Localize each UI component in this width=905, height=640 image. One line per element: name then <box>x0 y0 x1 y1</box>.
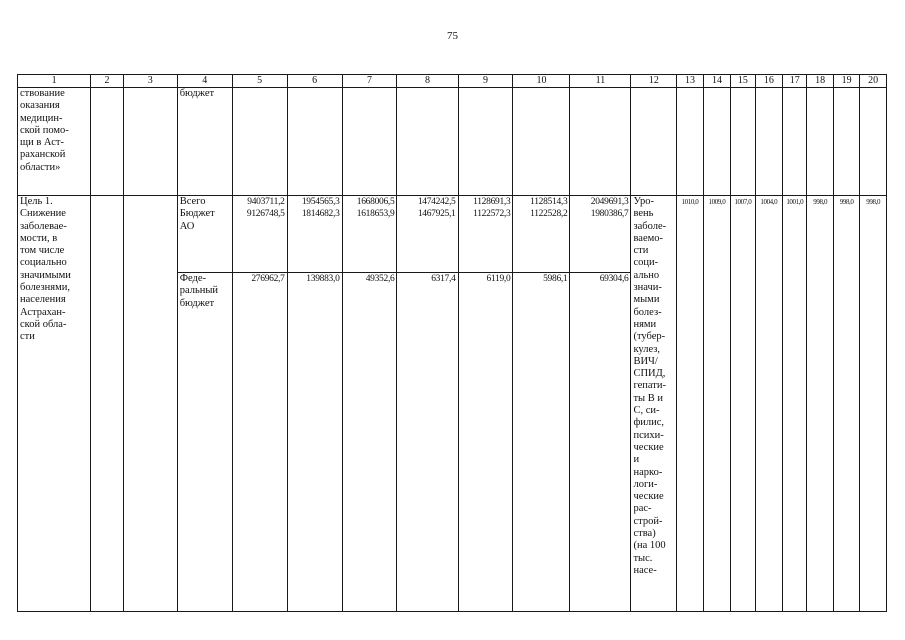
header-cell: 10 <box>513 75 570 88</box>
text-line: С, си- <box>633 405 660 417</box>
ao-value: 9126748,5 <box>246 209 285 220</box>
federal-value: 49352,6 <box>342 273 397 612</box>
target-value-cell: 1001,0 <box>783 196 807 612</box>
row-description-cell <box>18 88 91 196</box>
target-value-cell: 998,0 <box>860 196 887 612</box>
text-line: (тубер- <box>633 331 666 343</box>
text-line: области» <box>20 161 61 173</box>
amount-cell <box>570 196 631 273</box>
text-line: медицин- <box>20 112 63 124</box>
target-value-cell: 1010,0 <box>677 196 703 612</box>
text-line: ской обла- <box>20 318 67 330</box>
text-line: ческие <box>633 491 664 503</box>
empty-cell <box>513 88 570 196</box>
text-line: психи- <box>633 429 664 441</box>
amount-cell <box>397 196 458 273</box>
funding-source-cell <box>177 196 232 273</box>
header-cell: 4 <box>177 75 232 88</box>
text-line: раханской <box>20 149 66 161</box>
text-line: оказания <box>20 100 60 112</box>
text-line: мыми <box>633 294 660 306</box>
text-line: нями <box>633 318 657 330</box>
amount-cell <box>287 196 342 273</box>
amount-cell <box>458 196 513 273</box>
target-value-cell: 1007,0 <box>731 196 755 612</box>
text-line: и <box>633 454 640 466</box>
text-line: ВИЧ/ <box>633 355 658 367</box>
text-line: заболевае- <box>20 220 67 232</box>
text-line: Астрахан- <box>20 306 66 318</box>
text-line: ально <box>633 269 660 281</box>
text-line: значимыми <box>20 269 71 281</box>
ao-value: 1122572,3 <box>473 209 511 220</box>
text-line: заболе- <box>633 220 667 232</box>
text-line: кулез, <box>633 343 661 355</box>
page-number: 75 <box>447 30 458 42</box>
text-line: Уро- <box>633 196 654 207</box>
ao-value: 1814682,3 <box>301 209 340 220</box>
header-cell: 6 <box>287 75 342 88</box>
empty-cell <box>755 88 782 196</box>
text-line: болез- <box>633 306 662 318</box>
text-line: соци- <box>633 257 659 269</box>
header-cell: 3 <box>123 75 177 88</box>
funding-source-cell: бюджет <box>177 88 232 196</box>
funding-source-cell <box>177 273 232 612</box>
text-line: филис, <box>633 417 665 429</box>
target-value-cell: 1004,0 <box>755 196 782 612</box>
text-line: Цель 1. <box>20 196 53 207</box>
empty-cell <box>833 88 859 196</box>
header-row <box>18 75 887 88</box>
total-value: 1668006,5 <box>356 197 395 207</box>
empty-cell <box>570 88 631 196</box>
text-line: СПИД, <box>633 368 666 380</box>
text-line: ской помо- <box>20 124 69 136</box>
total-value: 9403711,2 <box>247 197 285 207</box>
federal-value: 276962,7 <box>232 273 287 612</box>
empty-cell <box>703 88 730 196</box>
target-value-cell: 998,0 <box>807 196 833 612</box>
text-line: гепати- <box>633 380 667 392</box>
target-value-cell: 998,0 <box>833 196 859 612</box>
text-line: Бюджет <box>179 208 215 220</box>
amount-cell <box>342 196 397 273</box>
header-cell: 5 <box>232 75 287 88</box>
text-line: значи- <box>633 282 662 294</box>
text-line: социально <box>20 257 67 269</box>
program-table <box>17 74 887 612</box>
goal-description-cell <box>18 196 91 612</box>
empty-cell <box>342 88 397 196</box>
header-cell: 7 <box>342 75 397 88</box>
text-line: ствование <box>20 88 65 99</box>
ao-value: 1467925,1 <box>417 209 456 220</box>
empty-cell <box>232 88 287 196</box>
text-line: строй- <box>633 515 663 527</box>
text-line: бюджет <box>179 297 215 309</box>
empty-cell <box>458 88 513 196</box>
federal-value: 69304,6 <box>570 273 631 612</box>
empty-cell <box>860 88 887 196</box>
total-value: 1128691,3 <box>473 197 511 207</box>
total-value: 1954565,3 <box>301 197 340 207</box>
target-value-cell: 1009,0 <box>703 196 730 612</box>
federal-value: 5986,1 <box>513 273 570 612</box>
total-label: Всего <box>179 196 206 207</box>
header-cell: 13 <box>677 75 703 88</box>
empty-cell <box>287 88 342 196</box>
empty-cell <box>731 88 755 196</box>
header-cell: 9 <box>458 75 513 88</box>
text-line: насе- <box>633 564 657 576</box>
text-line: логи- <box>633 478 658 490</box>
total-value: 1474242,5 <box>417 197 456 207</box>
text-line: тыс. <box>633 552 653 564</box>
text-line: ческие <box>633 441 664 453</box>
text-line: щи в Аст- <box>20 137 64 149</box>
text-line: сти <box>633 245 649 257</box>
federal-value: 139883,0 <box>287 273 342 612</box>
header-cell: 14 <box>703 75 730 88</box>
empty-cell <box>807 88 833 196</box>
header-cell: 11 <box>570 75 631 88</box>
text-line: сти <box>20 331 35 343</box>
text-line: ства) <box>633 528 656 540</box>
ao-value: 1618653,9 <box>356 209 395 220</box>
empty-cell <box>397 88 458 196</box>
amount-cell <box>513 196 570 273</box>
header-cell: 18 <box>807 75 833 88</box>
federal-value: 6119,0 <box>458 273 513 612</box>
empty-cell <box>123 88 177 196</box>
text-line: населения <box>20 294 66 306</box>
ao-value: 1122528,2 <box>530 209 568 220</box>
header-cell: 17 <box>783 75 807 88</box>
text-line: АО <box>179 220 195 232</box>
federal-value: 6317,4 <box>397 273 458 612</box>
header-cell: 12 <box>631 75 677 88</box>
text-line: Снижение <box>20 208 66 220</box>
text-line: нарко- <box>633 466 663 478</box>
text-line: ваемо- <box>633 232 663 244</box>
table-row <box>18 196 887 273</box>
header-cell: 8 <box>397 75 458 88</box>
text-line: ральный <box>179 285 219 297</box>
indicator-cell <box>631 196 677 612</box>
text-line: Феде- <box>179 273 207 284</box>
header-cell: 1 <box>18 75 91 88</box>
total-value: 1128514,3 <box>530 197 568 207</box>
amount-cell <box>232 196 287 273</box>
text-line: ты В и <box>633 392 663 404</box>
empty-cell <box>91 196 124 612</box>
empty-cell <box>677 88 703 196</box>
header-cell: 19 <box>833 75 859 88</box>
text-line: (на 100 <box>633 540 666 552</box>
text-line: вень <box>633 208 654 220</box>
text-line: том числе <box>20 245 65 257</box>
ao-value: 1980386,7 <box>590 209 629 220</box>
empty-cell <box>783 88 807 196</box>
empty-cell <box>631 88 677 196</box>
header-cell: 15 <box>731 75 755 88</box>
header-cell: 20 <box>860 75 887 88</box>
empty-cell <box>91 88 124 196</box>
table-row <box>18 88 887 196</box>
empty-cell <box>123 196 177 612</box>
total-value: 2049691,3 <box>590 197 629 207</box>
header-cell: 16 <box>755 75 782 88</box>
text-line: мости, в <box>20 232 58 244</box>
text-line: рас- <box>633 503 652 515</box>
header-cell: 2 <box>91 75 124 88</box>
text-line: болезнями, <box>20 282 70 294</box>
